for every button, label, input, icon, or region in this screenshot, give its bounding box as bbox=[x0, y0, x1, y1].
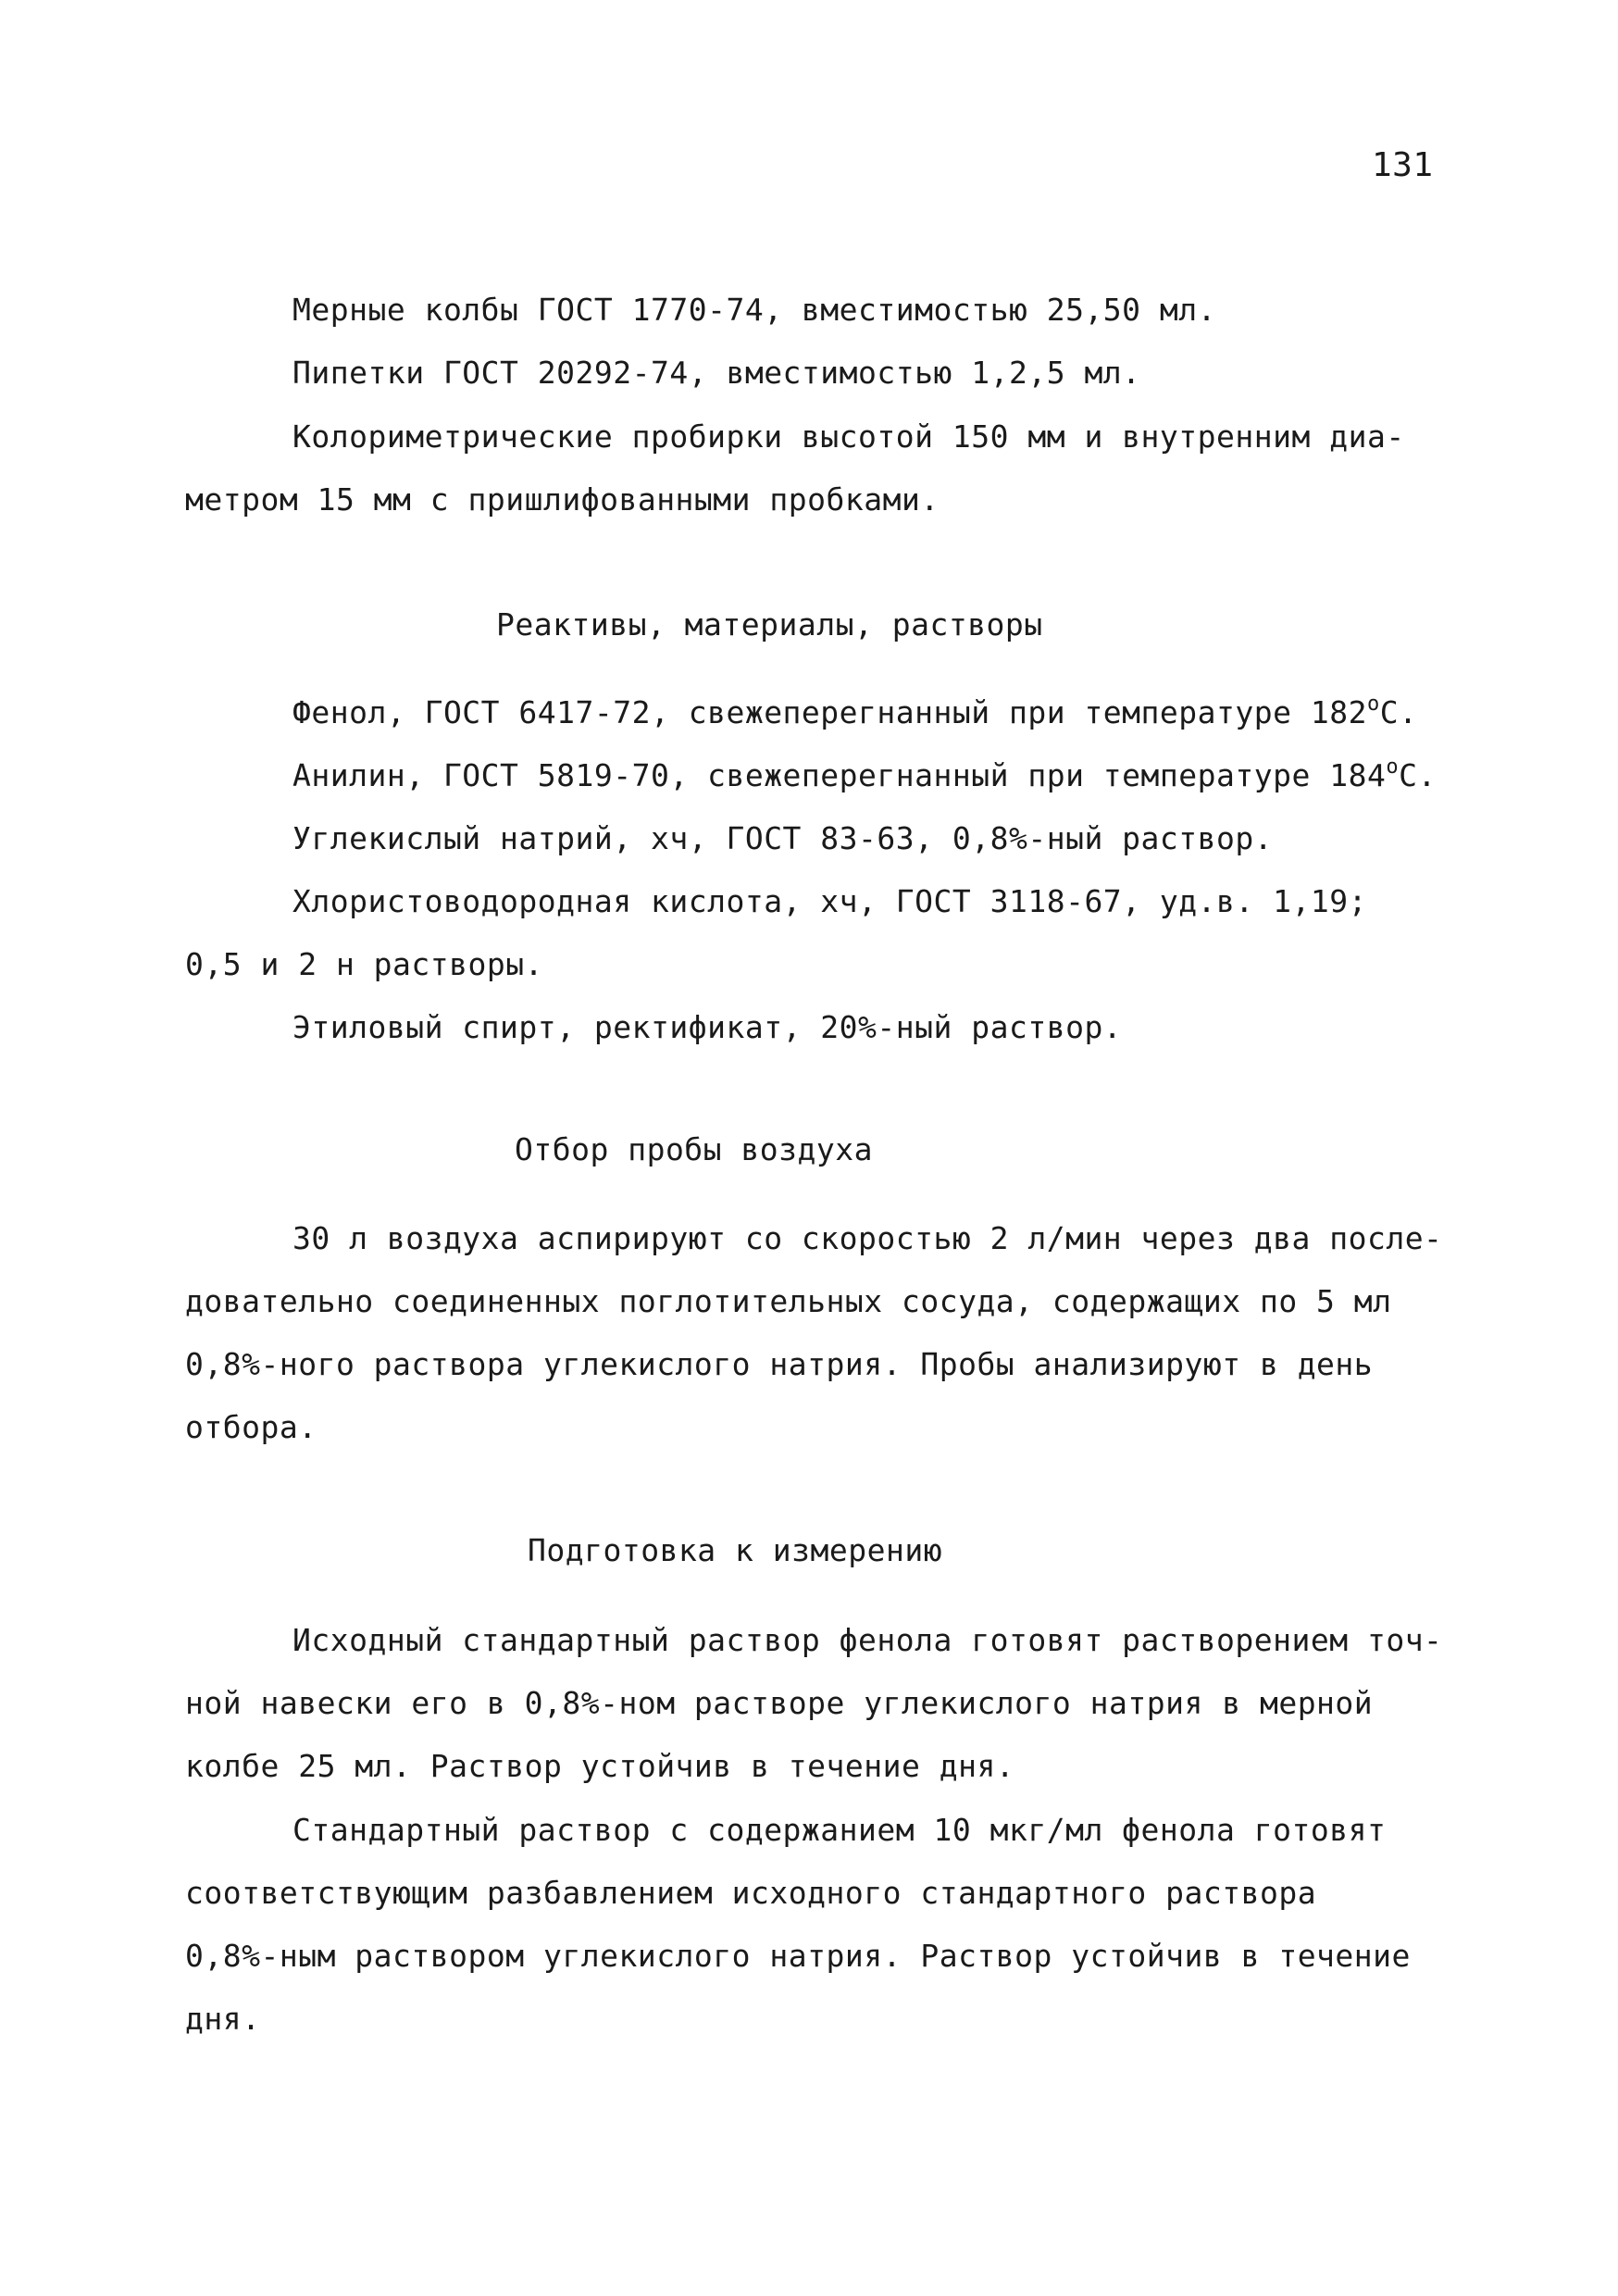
degree-sign: о bbox=[1386, 755, 1400, 779]
sampling-line: 0,8%-ного раствора углекислого натрия. Пробы анализируют в день bbox=[185, 1346, 1374, 1382]
preparation-line: ной навески его в 0,8%-ном растворе углекислого натрия в мерной bbox=[185, 1685, 1374, 1721]
reagent-line: 0,5 и 2 н растворы. bbox=[185, 946, 543, 982]
page-number: 131 bbox=[1372, 146, 1434, 184]
preparation-line: Стандартный раствор с содержанием 10 мкг/мл фенола готовят bbox=[292, 1812, 1387, 1848]
preparation-line: соответствующим разбавлением исходного стандартного раствора bbox=[185, 1875, 1317, 1911]
reagent-line bbox=[292, 757, 1437, 793]
preparation-line: дня. bbox=[185, 2001, 261, 2037]
sampling-line: отбора. bbox=[185, 1409, 317, 1445]
sampling-line: 30 л воздуха аспирируют со скоростью 2 л/мин через два после- bbox=[292, 1220, 1443, 1256]
reagent-text: С. bbox=[1379, 694, 1418, 730]
section-heading-reagents: Реактивы, материалы, растворы bbox=[496, 606, 1043, 643]
reagent-line: Хлористоводородная кислота, хч, ГОСТ 3118-67, уд.в. 1,19; bbox=[292, 883, 1367, 919]
equipment-line: Колориметрические пробирки высотой 150 мм и внутренним диа- bbox=[292, 418, 1405, 455]
section-heading-preparation: Подготовка к измерению bbox=[528, 1532, 943, 1568]
reagent-line: Углекислый натрий, хч, ГОСТ 83-63, 0,8%-ный раствор. bbox=[292, 820, 1274, 856]
equipment-line: Пипетки ГОСТ 20292-74, вместимостью 1,2,5 мл. bbox=[292, 355, 1141, 391]
sampling-line: довательно соединенных поглотительных сосуда, содержащих по 5 мл bbox=[185, 1283, 1392, 1319]
preparation-line: Исходный стандартный раствор фенола готовят растворением точ- bbox=[292, 1622, 1443, 1658]
preparation-line: колбе 25 мл. Раствор устойчив в течение дня. bbox=[185, 1748, 1015, 1784]
reagent-text: Фенол, ГОСТ 6417-72, свежеперегнанный при температуре 182 bbox=[292, 694, 1367, 730]
preparation-line: 0,8%-ным раствором углекислого натрия. Раствор устойчив в течение bbox=[185, 1938, 1411, 1974]
reagent-line: Этиловый спирт, ректификат, 20%-ный раствор. bbox=[292, 1009, 1123, 1045]
section-heading-sampling: Отбор пробы воздуха bbox=[515, 1131, 873, 1167]
equipment-line: Мерные колбы ГОСТ 1770-74, вместимостью 25,50 мл. bbox=[292, 292, 1217, 328]
degree-sign: о bbox=[1366, 693, 1380, 716]
reagent-text: С. bbox=[1399, 757, 1437, 793]
reagent-text: Анилин, ГОСТ 5819-70, свежеперегнанный при температуре 184 bbox=[292, 757, 1387, 793]
equipment-line: метром 15 мм с пришлифованными пробками. bbox=[185, 481, 940, 518]
reagent-line bbox=[292, 694, 1417, 730]
